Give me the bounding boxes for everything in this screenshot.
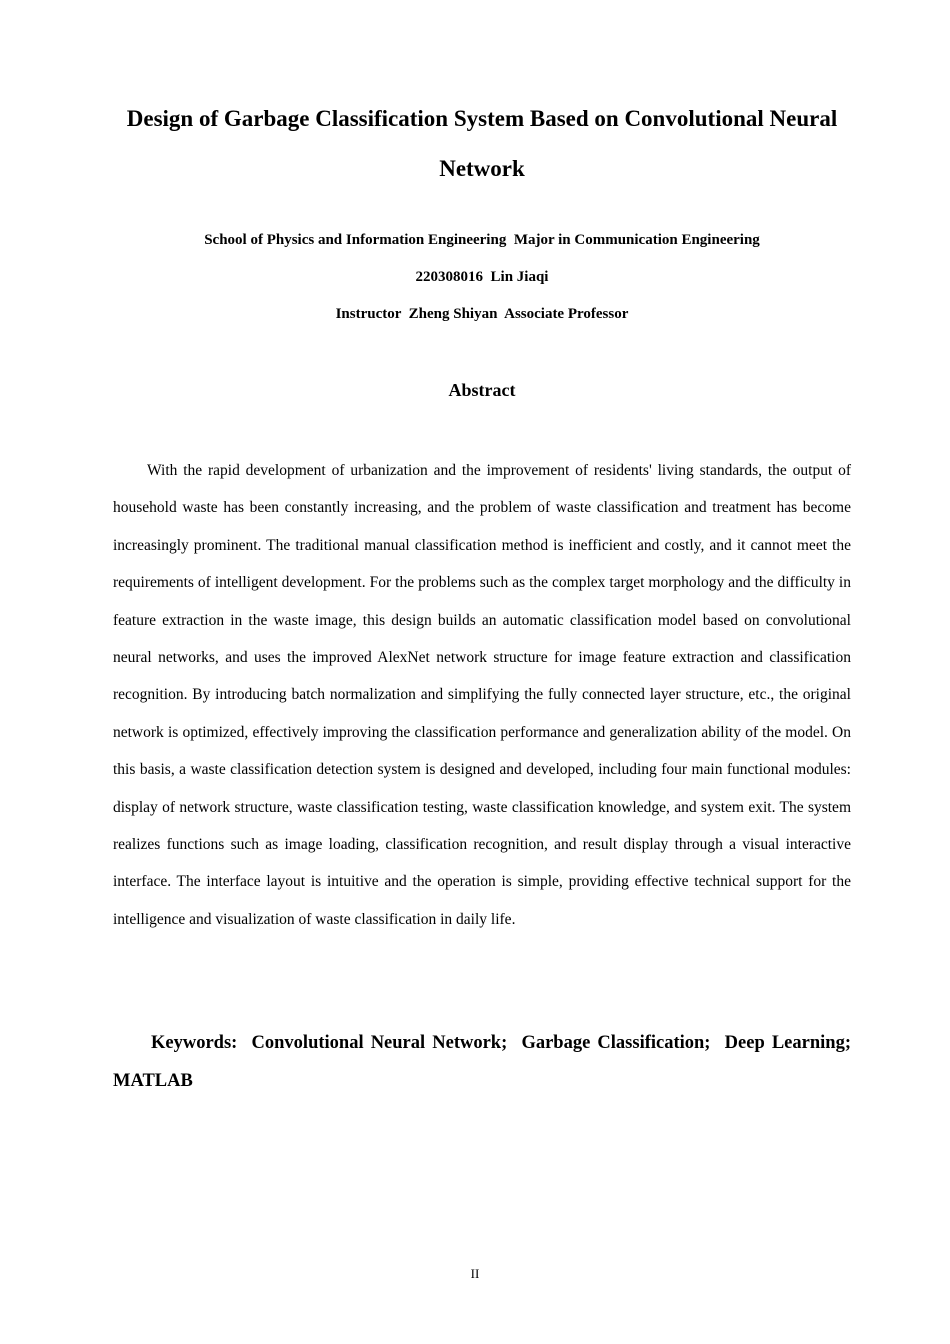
- school-major-line: School of Physics and Information Engineering Major in Communication Engineering: [204, 232, 760, 248]
- author-info: [110, 222, 854, 333]
- abstract-heading: Abstract: [448, 380, 516, 400]
- paper-title: Design of Garbage Classification System Based on Convolutional Neural Network: [126, 106, 838, 181]
- page-number: II: [470, 1266, 480, 1281]
- instructor-line: Instructor Zheng Shiyan Associate Professor: [335, 306, 629, 322]
- abstract-body: With the rapid development of urbanization and the improvement of residents' living standards, the output of household waste has been constantly increasing, and the problem of waste classification and treatment has become increasingly prominent. The traditional manual classification method is inefficient and costly, and it cannot meet the requirements of intelligent development. For the problems such as the complex target morphology and the difficulty in feature extraction in the waste image, this design builds an automatic classification model based on convolutional neural networks, and uses the improved AlexNet network structure for image feature extraction and classification recognition. By introducing batch normalization and simplifying the fully connected layer structure, etc., the original network is optimized, effectively improving the classification performance and generalization ability of the model. On this basis, a waste classification detection system is designed and developed, including four main functional modules: display of network structure, waste classification testing, waste classification knowledge, and system exit. The system realizes functions such as image loading, classification recognition, and result display through a visual interactive interface. The interface layout is intuitive and the operation is simple, providing effective technical support for the intelligence and visualization of waste classification in daily life.: [113, 462, 851, 928]
- student-line: 220308016 Lin Jiaqi: [415, 269, 549, 285]
- keywords: Keywords: Convolutional Neural Network; Garbage Classification; Deep Learning; MATLAB: [113, 1033, 861, 1091]
